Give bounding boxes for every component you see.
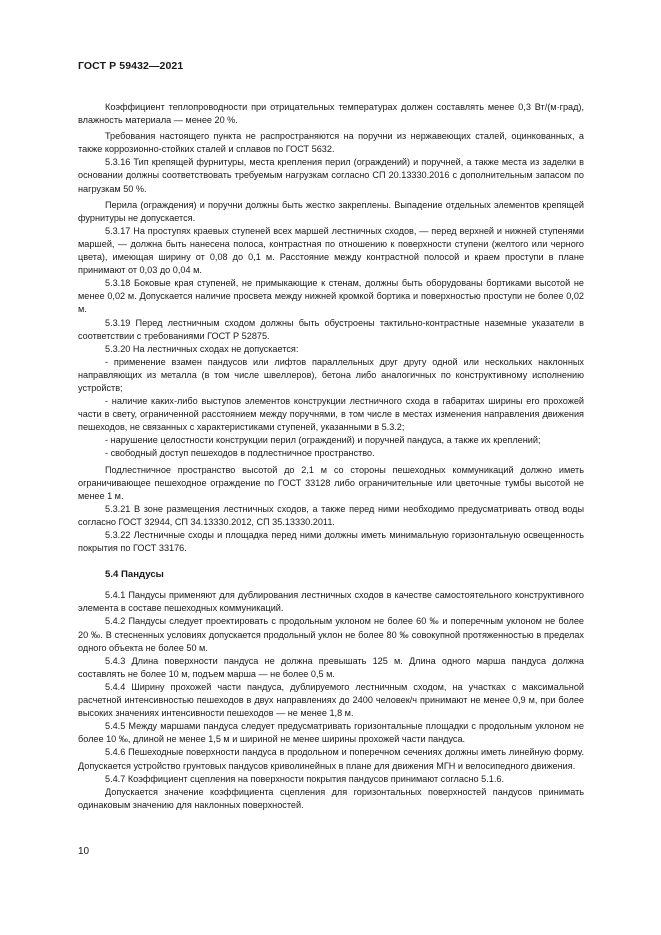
document-body <box>78 101 584 812</box>
paragraph: Перила (ограждения) и поручни должны быть жестко закреплены. Выпадение отдельных элементов крепящей фурнитуры не допускается. <box>78 199 584 223</box>
paragraph: 5.4.5 Между маршами пандуса следует предусматривать горизонтальные площадки с продольным уклоном не более 10 ‰, длиной не менее 1,5 м и шириной не менее ширины прохожей части пандуса. <box>78 721 584 745</box>
paragraph: 5.3.16 Тип крепящей фурнитуры, места крепления перил (ограждений) и поручней, а также места из заделки в основании должны соответствовать требуемым нагрузкам согласно СП 20.13330.2016 с дополнительным запасом по нагрузкам 50 %. <box>78 157 584 194</box>
paragraph: 5.3.17 На проступях краевых ступеней всех маршей лестничных сходов, — перед верхней и нижней ступенями маршей, — должна быть нанесена полоса, контрастная по отношению к поверхности ступени (желтого или черного цвета), имеющая ширину от 0,08 до 0,1 м. Расстояние между контрастной полосой и краем проступи в плане принимают от 0,03 до 0,04 м. <box>78 225 584 276</box>
paragraph: 5.3.21 В зоне размещения лестничных сходов, а также перед ними необходимо предусматривать отвод воды согласно ГОСТ 32944, СП 34.13330.2012, СП 35.13330.2011. <box>78 503 584 527</box>
paragraph: 5.4.4 Ширину прохожей части пандуса, дублируемого лестничным сходом, на участках с максимальной расчетной интенсивностью пешеходов в двух направлениях до 2400 человек/ч принимают не менее 0,9 м, при более высоких значениях интенсивности пешеходов — не менее 1,8 м. <box>78 681 584 719</box>
list-item: - нарушение целостности конструкции перил (ограждений) и поручней пандуса, а также их креплений; <box>105 435 541 446</box>
paragraph: 5.4.2 Пандусы следует проектировать с продольным уклоном не более 60 ‰ и поперечным уклоном не более 20 ‰. В стесненных условиях допускается продольный уклон не более 80 ‰ совокупной протяженностью в пределах одного объекта не более 50 м. <box>78 616 584 653</box>
paragraph: Требования настоящего пункта не распространяются на поручни из нержавеющих сталей, оцинкованных, а также коррозионно-стойких сталей и сплавов по ГОСТ 5632. <box>78 131 584 155</box>
list-item: - применение взамен пандусов или лифтов параллельных друг другу одной или нескольких наклонных направляющих из металла (в том числе швеллеров), бетона либо аналогичных по конструктивному исполнению устройств; <box>78 356 584 393</box>
paragraph: 5.4.1 Пандусы применяют для дублирования лестничных сходов в качестве самостоятельного конструктивного элемента в составе пешеходных коммуникаций. <box>78 590 584 614</box>
paragraph: Коэффициент теплопроводности при отрицательных температурах должен составлять менее 0,3 Вт/(м·град), влажность материала — менее 20 %. <box>78 102 584 126</box>
paragraph: 5.4.7 Коэффициент сцепления на поверхности покрытия пандусов принимают согласно 5.1.6. <box>105 773 504 784</box>
list-item: - свободный доступ пешеходов в подлестничное пространство. <box>105 448 375 459</box>
paragraph: Подлестничное пространство высотой до 2,1 м со стороны пешеходных коммуникаций должно иметь ограничивающее пешеходное ограждение по ГОСТ 33128 либо ограничительные или цветочные тумбы высотой не менее 1 м. <box>78 464 584 501</box>
paragraph: 5.3.20 На лестничных сходах не допускается: <box>105 343 299 354</box>
paragraph: 5.4.3 Длина поверхности пандуса не должна превышать 125 м. Длина одного марша пандуса должна составлять не более 10 м, подъем марша — не более 0,5 м. <box>78 655 584 679</box>
paragraph: 5.3.22 Лестничные сходы и площадка перед ними должны иметь минимальную горизонтальную освещенность покрытия по ГОСТ 33176. <box>78 530 584 554</box>
document-header: ГОСТ Р 59432—2021 <box>78 60 184 72</box>
list-item: - наличие каких-либо выступов элементов конструкции лестничного схода в габаритах ширины его прохожей части в свету, ограниченной расстоянием между поручнями, в том числе в местах изменения направления движения пешеходов, не связанных с характеристиками ступеней, указанными в 5.3.2; <box>78 396 584 433</box>
paragraph: 5.3.19 Перед лестничным сходом должны быть обустроены тактильно-контрастные наземные указатели в соответствии с требованиями ГОСТ Р 52875. <box>78 317 584 341</box>
paragraph: 5.4.6 Пешеходные поверхности пандуса в продольном и поперечном сечениях должны иметь линейную форму. Допускается устройство грунтовых пандусов криволинейных в плане для движения МГН и велосипедного движения. <box>78 747 584 771</box>
page-number: 10 <box>78 846 90 857</box>
paragraph: Допускается значение коэффициента сцепления для горизонтальных поверхностей пандусов принимать одинаковым значению для наклонных поверхностей. <box>78 786 584 810</box>
paragraph: 5.3.18 Боковые края ступеней, не примыкающие к стенам, должны быть оборудованы бортиками высотой не менее 0,02 м. Допускается наличие просвета между нижней кромкой бортика и поверхностью проступи не более 0,02 м. <box>78 278 584 315</box>
section-title: 5.4 Пандусы <box>105 569 164 581</box>
